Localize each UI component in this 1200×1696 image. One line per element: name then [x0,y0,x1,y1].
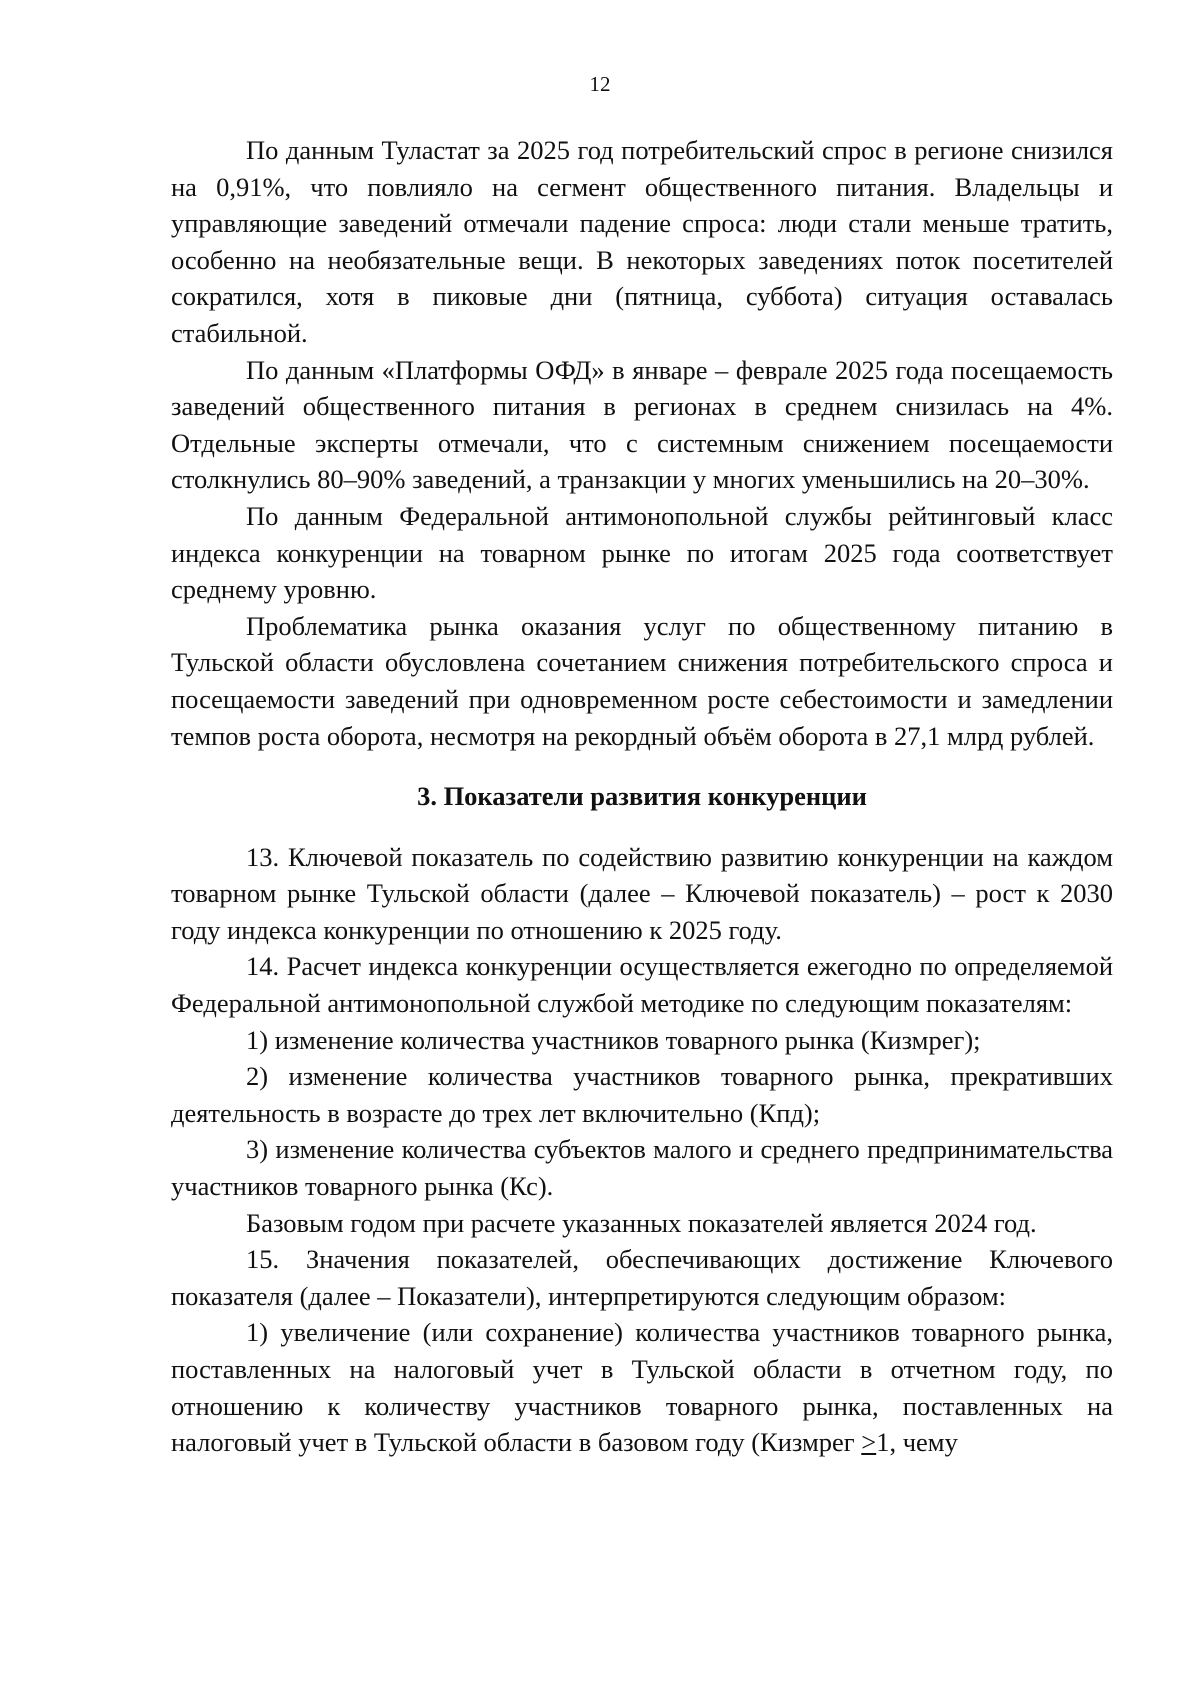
list-item-text-end: 1, чему [876,1427,958,1458]
paragraph-key-indicator: 13. Ключевой показатель по содействию развитию конкуренции на каждом товарном рынке Тульской области (далее – Ключевой показатель) – рост к 2030 году индекса конкуренции по отношению к 2025 году. [171,841,1113,945]
paragraph-indicator-interpretation: 15. Значения показателей, обеспечивающих достижение Ключевого показателя (далее – Показатели), интерпретируются следующим образом: [171,1244,1113,1311]
list-item-terminated-participants: 2) изменение количества участников товарного рынка, прекративших деятельность в возрасте до трех лет включительно (Кпд); [171,1061,1113,1128]
paragraph-fas-rating: По данным Федеральной антимонопольной службы рейтинговый класс индекса конкуренции на товарном рынке по итогам 2025 года соответствует среднему уровню. [171,500,1113,605]
list-item-sme-participants: 3) изменение количества субъектов малого и среднего предпринимательства участников товарного рынка (Кс). [171,1134,1113,1202]
paragraph-index-calculation: 14. Расчет индекса конкуренции осуществляется ежегодно по определяемой Федеральной антимонопольной службой методике по следующим показателям: [171,951,1113,1019]
page-number: 12 [589,72,611,96]
paragraph-market-problems: Проблематика рынка оказания услуг по общественному питанию в Тульской области обусловлена сочетанием снижения потребительского спроса и посещаемости заведений при одновременном росте себестоимости и замедлении темпов роста оборота, несмотря на рекордный объём оборота в 27,1 млрд рублей. [171,610,1113,751]
paragraph-consumer-demand: По данным Туластат за 2025 год потребительский спрос в регионе снизился на 0,91%, что повлияло на сегмент общественного питания. Владельцы и управляющие заведений отмечали падение спроса: люди стали меньше тратить, особенно на необязательные вещи. В некоторых заведениях поток посетителей сократился, хотя в пиковые дни (пятница, суббота) ситуация оставалась стабильной. [171,135,1113,348]
paragraph-ofd-attendance: По данным «Платформы ОФД» в январе – феврале 2025 года посещаемость заведений общественного питания в регионах в среднем снизилась на 4%. Отдельные эксперты отмечали, что с системным снижением посещаемости столкнулись 80–90% заведений, а транзакции у многих уменьшились на 20–30%. [171,354,1113,495]
list-item-participants-increase [171,1314,1113,1460]
greater-or-equal-symbol: > [861,1427,877,1458]
section-heading: 3. Показатели развития конкуренции [417,781,867,812]
document-body [171,132,1113,1461]
list-item-text-start: 1) увеличение (или сохранение) количества участников товарного рынка, поставленных на налоговый учет в Тульской области в отчетном году, по отношению к количеству участников товарного рынка, поставленных на налоговый учет в Тульской области в базовом году (Кизмрег [171,1317,1113,1458]
list-item-participants-change: 1) изменение количества участников товарного рынка (Кизмрег); [246,1024,981,1055]
paragraph-base-year: Базовым годом при расчете указанных показателей является 2024 год. [246,1207,1037,1238]
